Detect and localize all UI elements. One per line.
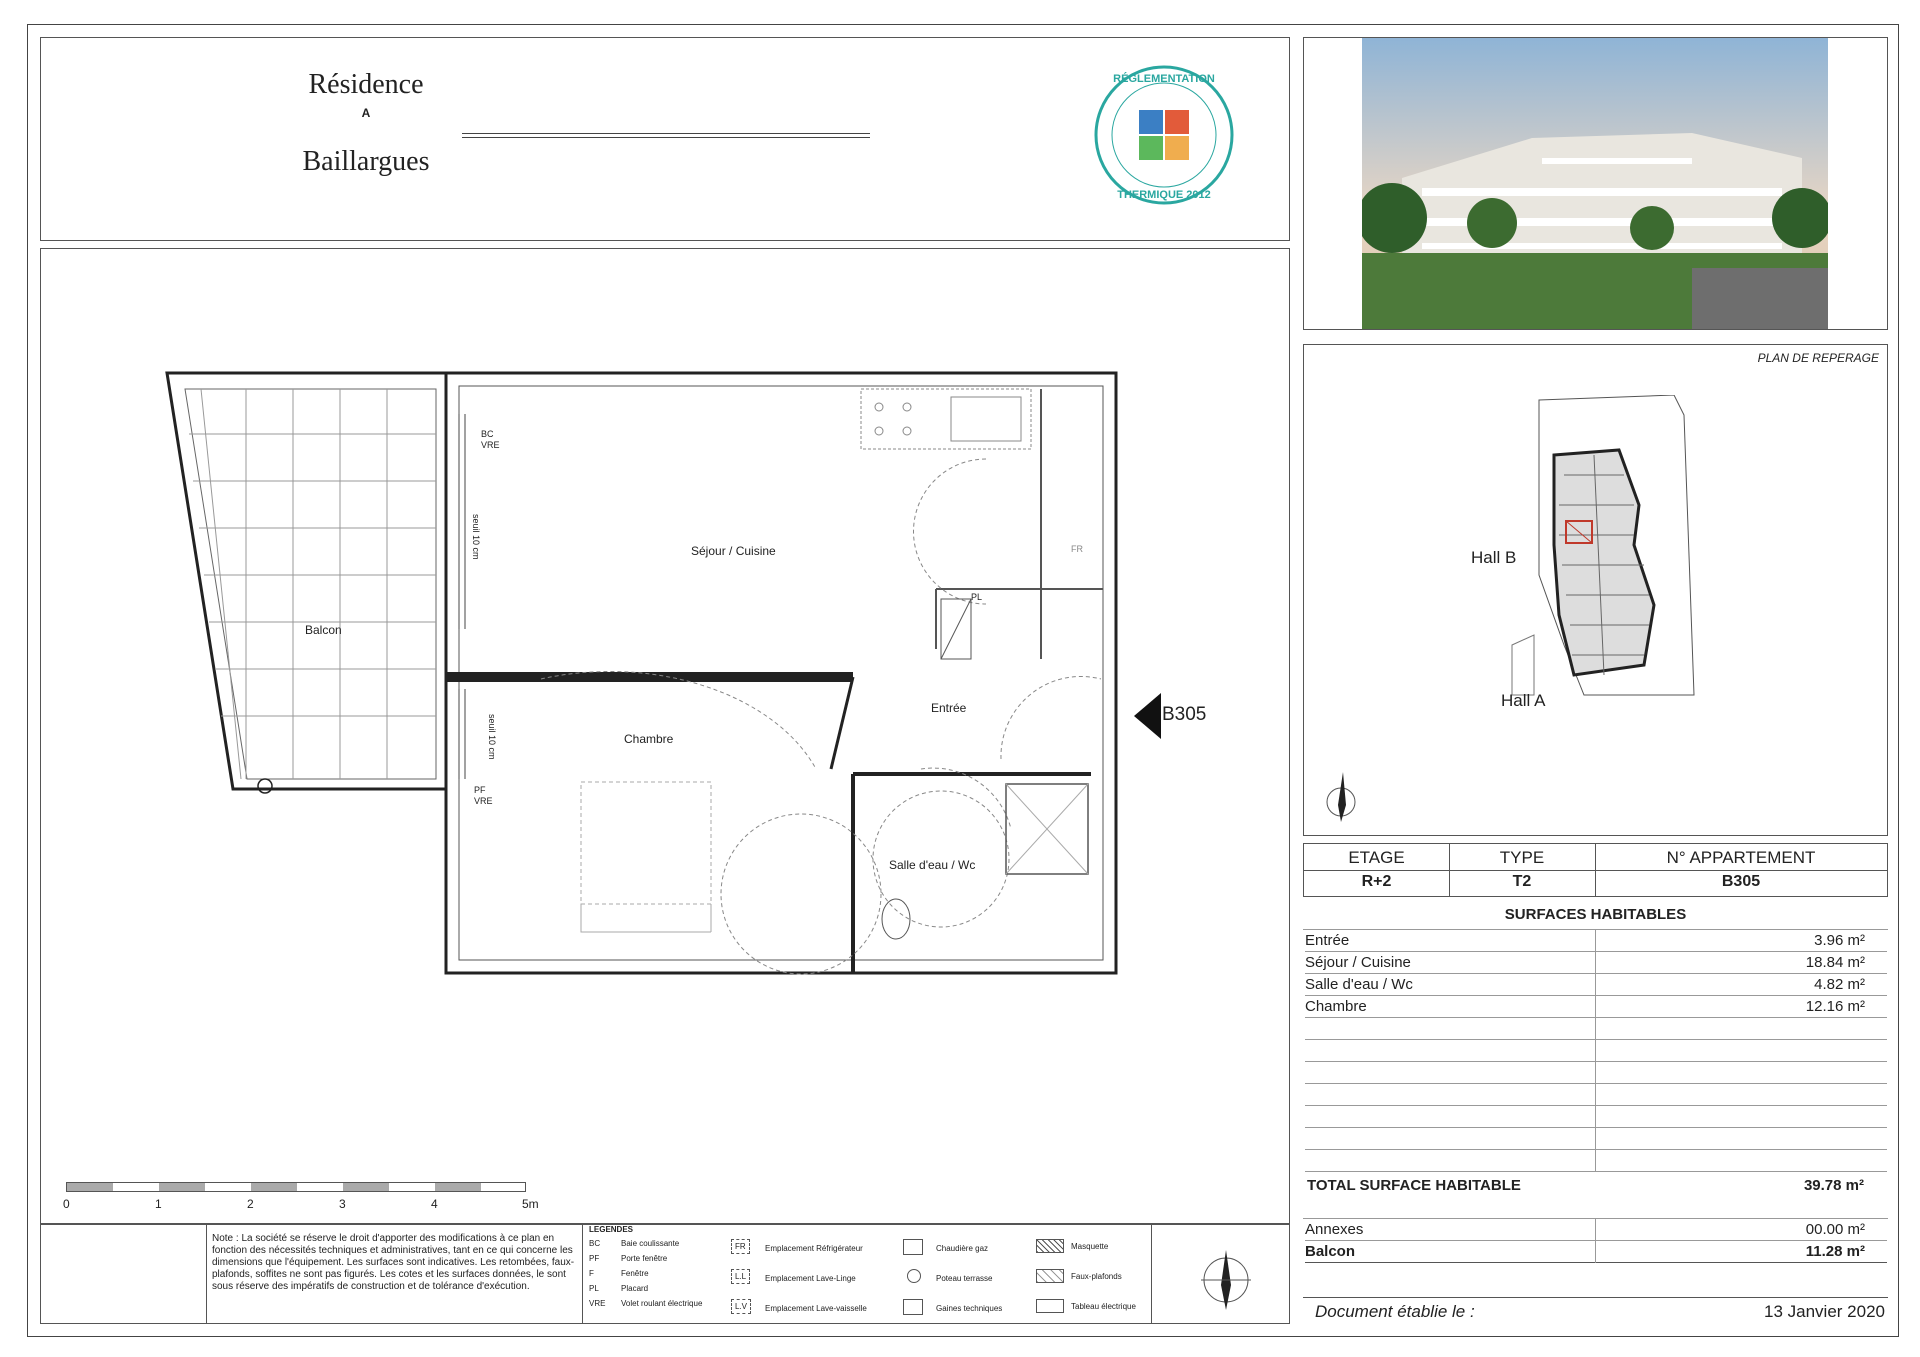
surfaces-title: SURFACES HABITABLES bbox=[1504, 906, 1687, 923]
room-balcon: Balcon bbox=[305, 623, 342, 637]
code-vre2: VRE bbox=[474, 796, 493, 806]
footer-panel bbox=[40, 1224, 1290, 1324]
total-value: 39.78 m² bbox=[1803, 1177, 1864, 1194]
photo-panel bbox=[1303, 37, 1888, 330]
code-fr: FR bbox=[1071, 544, 1083, 554]
surface-row: Entrée 3.96 m² bbox=[1305, 930, 1887, 952]
doc-label: Document établie le : bbox=[1315, 1302, 1475, 1321]
code-seuil1: seuil 10 cm bbox=[471, 514, 481, 560]
legend-symbol-label: Faux-plafonds bbox=[1071, 1272, 1122, 1281]
header-appartement: N° APPARTEMENT bbox=[1666, 848, 1816, 867]
scale-tick: 1 bbox=[155, 1197, 162, 1211]
legend-symbol-label: Poteau terrasse bbox=[936, 1274, 993, 1283]
post-icon bbox=[907, 1269, 921, 1283]
electric-panel-icon bbox=[1036, 1299, 1064, 1313]
code-pl: PL bbox=[971, 592, 983, 602]
annexes-row: Annexes 00.00 m² bbox=[1305, 1219, 1887, 1241]
plan-panel bbox=[40, 248, 1290, 1224]
note-text: Note : La société se réserve le droit d'apporter des modifications à ce plan en fonction des nécessités techniques et administratives, tant en ce qui concerne les dimensions que l'équipement. Les surfaces sont indicatives. Les retombées, faux-plafonds, soffites ne sont pas figurés. Les cotes et les surfaces données, le sont sous réserve des impératifs de construction et de tolérance d'exécution. bbox=[212, 1233, 575, 1292]
apartment-marker-label: B305 bbox=[1162, 704, 1207, 725]
surface-row-empty bbox=[1305, 1106, 1887, 1128]
legend-symbol-box: L.L bbox=[731, 1269, 750, 1284]
info-table bbox=[1303, 843, 1888, 897]
scale-tick: 5m bbox=[522, 1197, 539, 1211]
legend-code-label: Porte fenêtre bbox=[621, 1254, 668, 1263]
legend-code-label: Baie coulissante bbox=[621, 1239, 680, 1248]
legend-symbol-box: FR bbox=[731, 1239, 750, 1254]
hall-b-label: Hall B bbox=[1471, 548, 1517, 567]
code-vre1: VRE bbox=[481, 440, 500, 450]
legend-symbol-label: Emplacement Lave-vaisselle bbox=[765, 1304, 867, 1313]
surface-row-empty bbox=[1305, 1062, 1887, 1084]
masquette-icon bbox=[1036, 1239, 1064, 1253]
header-etage: ETAGE bbox=[1348, 848, 1405, 867]
surface-row: Chambre 12.16 m² bbox=[1305, 996, 1887, 1018]
logo-text-bottom: THERMIQUE 2012 bbox=[1117, 189, 1211, 201]
legend-code: PL bbox=[589, 1284, 599, 1293]
legend-code: BC bbox=[589, 1239, 601, 1248]
value-appartement: B305 bbox=[1721, 873, 1761, 890]
value-etage: R+2 bbox=[1361, 873, 1392, 890]
title-line2: Baillargues bbox=[302, 146, 430, 177]
value-type: T2 bbox=[1512, 873, 1532, 890]
scale-tick: 0 bbox=[63, 1197, 70, 1211]
scale-tick: 3 bbox=[339, 1197, 346, 1211]
room-entree: Entrée bbox=[931, 701, 967, 715]
surface-row-empty bbox=[1305, 1040, 1887, 1062]
legend-code: F bbox=[589, 1269, 594, 1278]
legend-code-label: Fenêtre bbox=[621, 1269, 649, 1278]
compass-icon bbox=[1321, 767, 1361, 832]
legend-title: LEGENDES bbox=[589, 1225, 634, 1234]
scale-bar bbox=[66, 1182, 526, 1192]
title-divider bbox=[462, 133, 870, 138]
room-chambre: Chambre bbox=[624, 732, 674, 746]
legend-divider bbox=[1151, 1225, 1152, 1323]
room-sejour: Séjour / Cuisine bbox=[691, 544, 776, 558]
duct-icon bbox=[903, 1299, 923, 1315]
north-arrow-icon bbox=[1191, 1235, 1261, 1320]
note-box bbox=[206, 1224, 583, 1324]
surface-row-empty bbox=[1305, 1018, 1887, 1040]
legend-code-label: Volet roulant électrique bbox=[621, 1299, 703, 1308]
building-photo bbox=[1362, 38, 1828, 329]
scale-tick: 4 bbox=[431, 1197, 438, 1211]
title-letter: A bbox=[361, 106, 371, 120]
legend-code-label: Placard bbox=[621, 1284, 649, 1293]
legend-symbol-label: Masquette bbox=[1071, 1242, 1109, 1251]
legend-symbol-label: Emplacement Lave-Linge bbox=[765, 1274, 856, 1283]
scale-tick: 2 bbox=[247, 1197, 254, 1211]
legend-symbol-label: Gaines techniques bbox=[936, 1304, 1003, 1313]
reperage-title: PLAN DE REPERAGE bbox=[1757, 351, 1879, 365]
logo-text-top: RÉGLEMENTATION bbox=[1113, 73, 1215, 85]
doc-date: 13 Janvier 2020 bbox=[1764, 1302, 1885, 1321]
header-panel bbox=[40, 37, 1290, 241]
surface-row-empty bbox=[1305, 1150, 1887, 1172]
boiler-icon bbox=[903, 1239, 923, 1255]
legend-symbol-label: Emplacement Réfrigérateur bbox=[765, 1244, 863, 1253]
faux-plafond-icon bbox=[1036, 1269, 1064, 1283]
title-line1: Résidence bbox=[308, 69, 424, 100]
surface-row-empty bbox=[1305, 1128, 1887, 1150]
doc-line bbox=[1303, 1297, 1888, 1298]
legend-code: PF bbox=[589, 1254, 600, 1263]
code-seuil2: seuil 10 cm bbox=[487, 714, 497, 760]
legend-symbol-label: Chaudière gaz bbox=[936, 1244, 989, 1253]
legend-symbol-label: Tableau électrique bbox=[1071, 1302, 1136, 1311]
header-type: TYPE bbox=[1499, 848, 1545, 867]
legend-symbol-box: L.V bbox=[731, 1299, 751, 1314]
balcon-row: Balcon 11.28 m² bbox=[1305, 1241, 1887, 1263]
surface-row: Salle d'eau / Wc 4.82 m² bbox=[1305, 974, 1887, 996]
hall-a-label: Hall A bbox=[1501, 691, 1546, 710]
surface-row: Séjour / Cuisine 18.84 m² bbox=[1305, 952, 1887, 974]
surface-row-empty bbox=[1305, 1084, 1887, 1106]
total-label: TOTAL SURFACE HABITABLE bbox=[1307, 1177, 1521, 1194]
room-salle-eau: Salle d'eau / Wc bbox=[889, 858, 976, 872]
code-bc: BC bbox=[481, 429, 494, 439]
code-pf: PF bbox=[474, 785, 486, 795]
reperage-panel bbox=[1303, 344, 1888, 836]
rt2012-logo bbox=[1089, 60, 1239, 210]
legend-code: VRE bbox=[589, 1299, 606, 1308]
